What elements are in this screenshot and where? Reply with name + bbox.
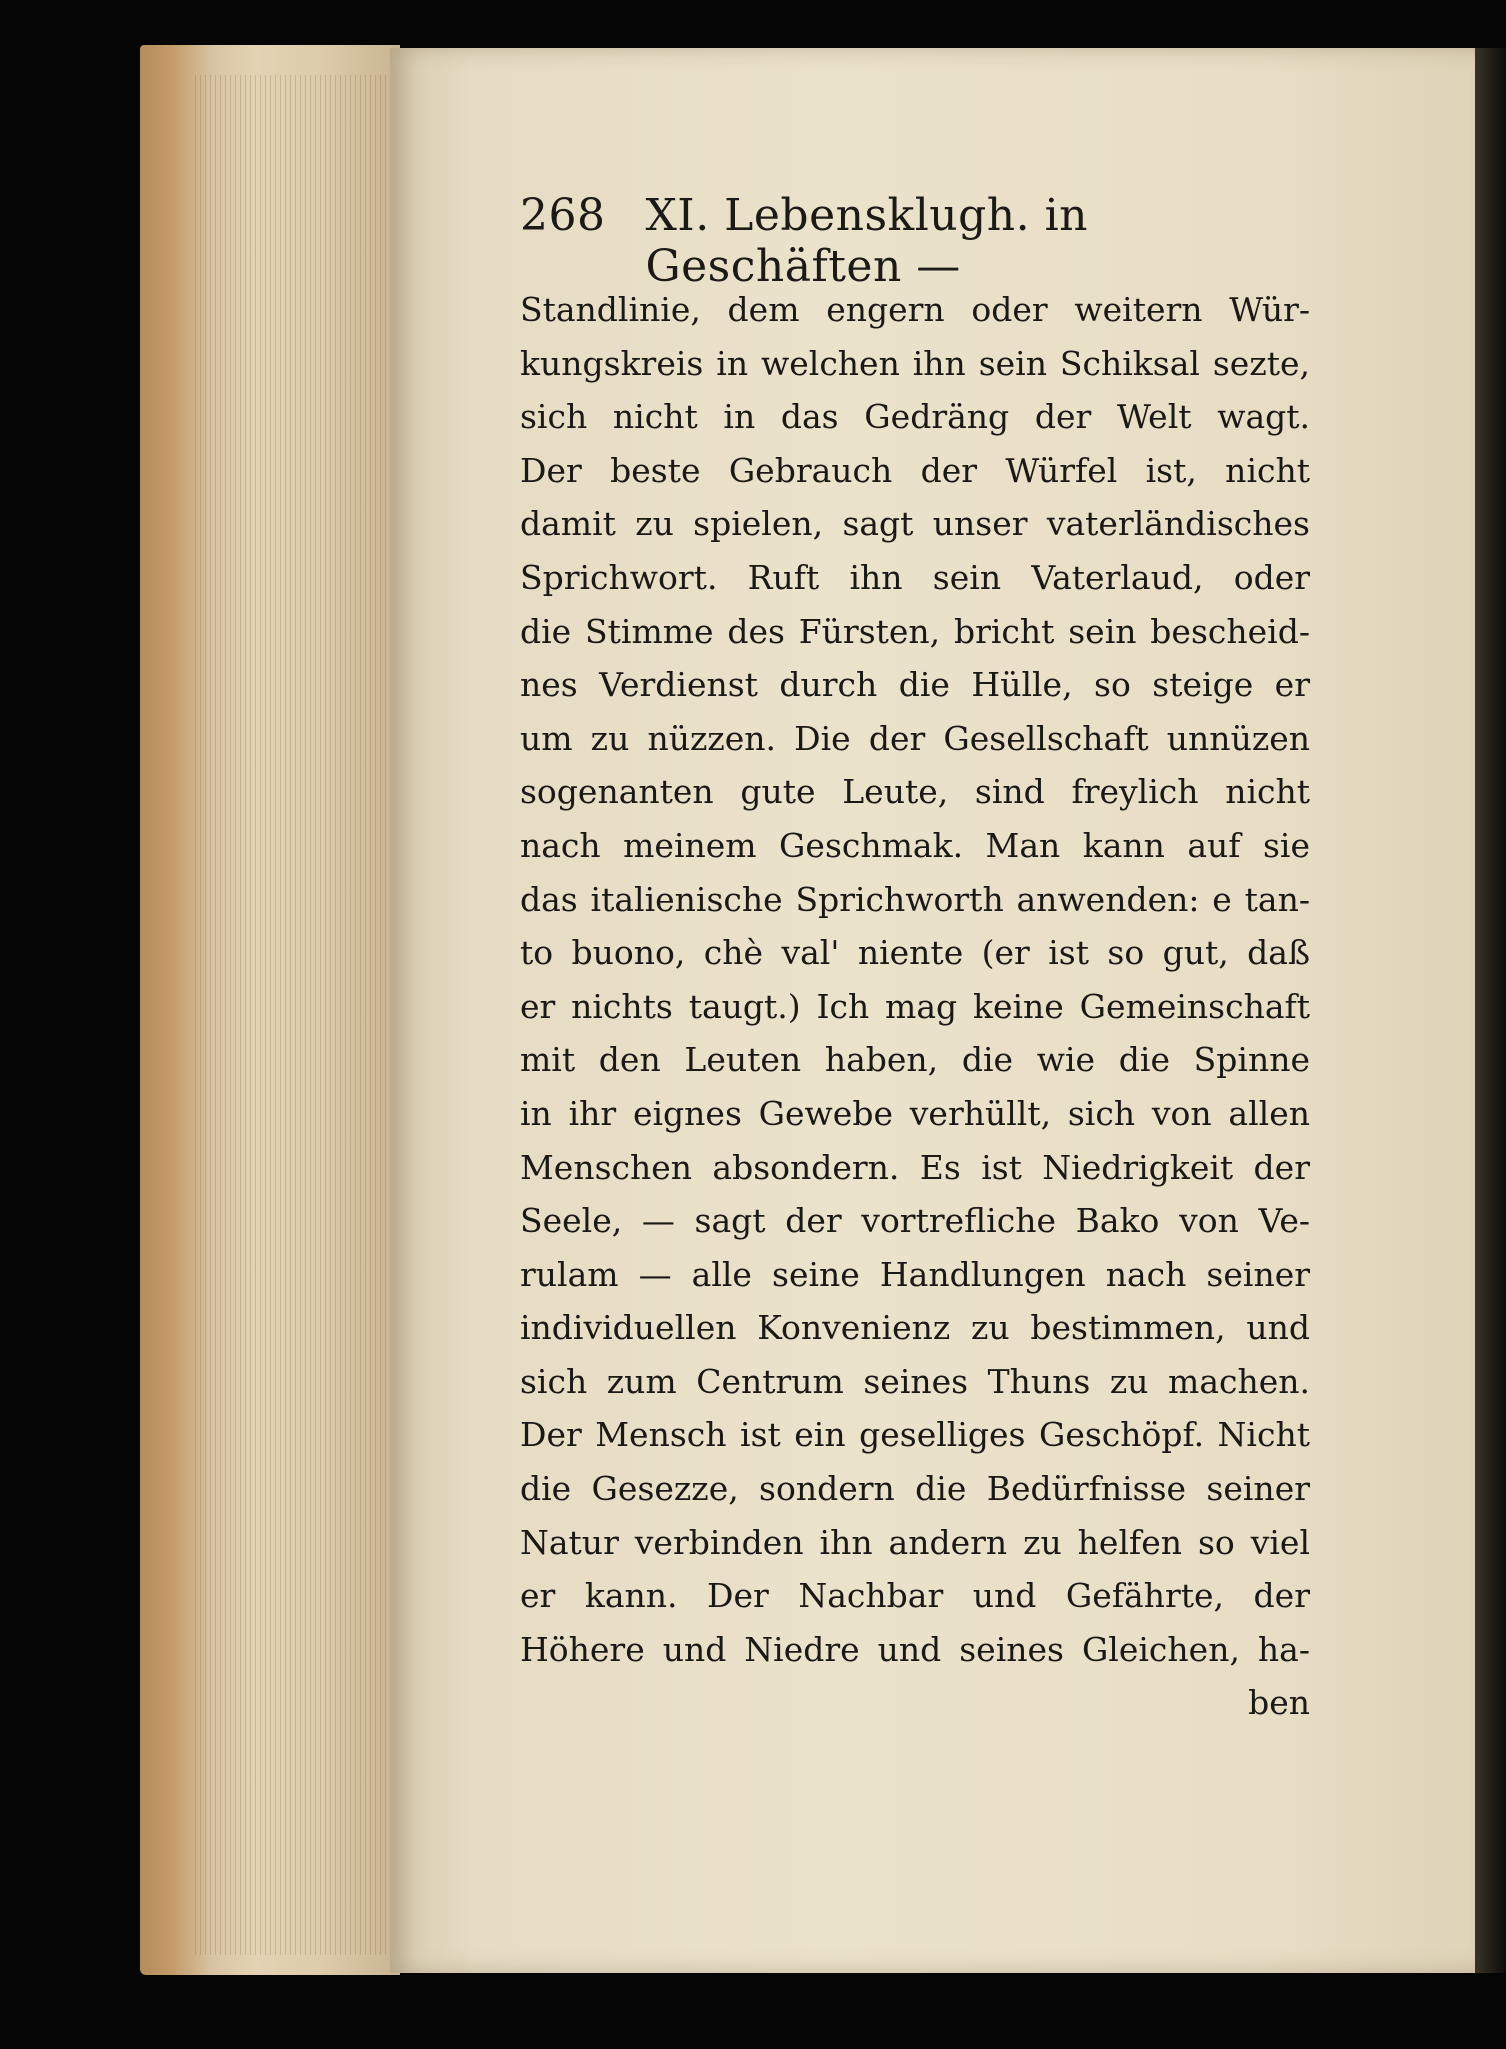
text-line: in ihr eignes Gewebe verhüllt, sich von allen: [520, 1093, 1310, 1133]
page-edge-lines: [195, 75, 395, 1955]
text-line: Standlinie, dem engern oder weitern Wür-: [520, 290, 1310, 329]
page-header: [520, 190, 1320, 292]
page-gutter: [1475, 48, 1506, 1973]
text-line: sich zum Centrum seines Thuns zu machen.: [520, 1361, 1310, 1401]
text-line: er kann. Der Nachbar und Gefährte, der: [520, 1576, 1310, 1616]
text-line: to buono, chè val' niente (er ist so gut, daß: [520, 933, 1310, 973]
text-line: Der Mensch ist ein geselliges Geschöpf. Nicht: [520, 1415, 1310, 1455]
text-line: nach meinem Geschmak. Man kann auf sie: [520, 825, 1310, 865]
text-line: rulam — alle seine Handlungen nach seiner: [520, 1254, 1310, 1294]
text-line: Natur verbinden ihn andern zu helfen so viel: [520, 1522, 1310, 1562]
text-line: die Stimme des Fürsten, bricht sein bescheid-: [520, 611, 1310, 651]
catchword: ben: [1248, 1683, 1310, 1723]
page-number: 268: [520, 190, 606, 241]
text-line: die Gesezze, sondern die Bedürfnisse seiner: [520, 1469, 1310, 1509]
text-line: sogenanten gute Leute, sind freylich nicht: [520, 772, 1310, 812]
running-head: XI. Lebensklugh. in Geschäften —: [645, 190, 1089, 292]
text-line: Höhere und Niedre und seines Gleichen, ha-: [520, 1629, 1310, 1669]
text-line: sich nicht in das Gedräng der Welt wagt.: [520, 397, 1310, 437]
text-line: Sprichwort. Ruft ihn sein Vaterlaud, oder: [520, 557, 1310, 597]
text-line: Der beste Gebrauch der Würfel ist, nicht: [520, 450, 1310, 490]
text-line: das italienische Sprichworth anwenden: e tan-: [520, 879, 1310, 919]
text-line: Seele, — sagt der vortrefliche Bako von Ve-: [520, 1201, 1310, 1241]
text-line: um zu nüzzen. Die der Gesellschaft unnüzen: [520, 718, 1310, 758]
body-text: [520, 283, 1310, 1730]
text-line: er nichts taugt.) Ich mag keine Gemeinschaft: [520, 986, 1310, 1026]
book-page-edges: [140, 45, 400, 1975]
text-line: mit den Leuten haben, die wie die Spinne: [520, 1040, 1310, 1080]
text-line: kungskreis in welchen ihn sein Schiksal sezte,: [520, 343, 1310, 383]
text-line: nes Verdienst durch die Hülle, so steige er: [520, 665, 1310, 705]
text-line: individuellen Konvenienz zu bestimmen, und: [520, 1308, 1310, 1348]
text-line: Menschen absondern. Es ist Niedrigkeit der: [520, 1147, 1310, 1187]
text-line: damit zu spielen, sagt unser vaterländisches: [520, 504, 1310, 544]
